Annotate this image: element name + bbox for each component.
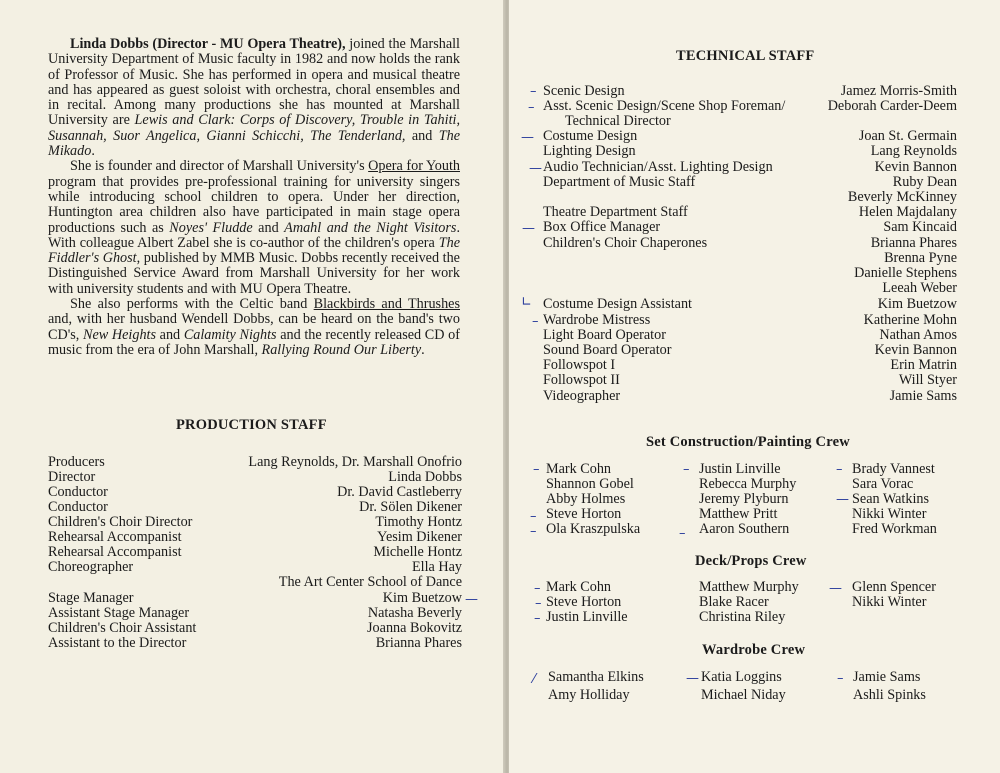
pen-tick-icon: — xyxy=(686,671,699,686)
crew-member: Mark Cohn xyxy=(546,579,612,595)
staff-name: Jamie Sams xyxy=(889,388,957,404)
crew-member: Fred Workman xyxy=(852,521,937,537)
technical-staff-row xyxy=(543,251,957,266)
staff-name: Jamez Morris-Smith xyxy=(840,83,957,99)
staff-role: Children's Choir Assistant xyxy=(48,620,197,636)
technical-staff-row xyxy=(543,190,957,205)
production-staff-row xyxy=(48,515,462,530)
crew-member: Samantha Elkins xyxy=(548,669,644,685)
staff-name: Brianna Phares xyxy=(870,235,957,251)
staff-role: Producers xyxy=(48,454,105,470)
staff-name: Dr. David Castleberry xyxy=(337,484,462,500)
crew-member: Steve Horton xyxy=(546,506,622,522)
staff-name: Lang Reynolds xyxy=(870,143,957,159)
director-bio xyxy=(48,37,460,358)
production-staff-row xyxy=(48,485,462,500)
staff-role: Scenic Design xyxy=(543,83,625,99)
crew-member: Aaron Southern xyxy=(699,521,790,537)
production-staff-row xyxy=(48,575,462,590)
crew-member: Katia Loggins xyxy=(701,669,782,685)
pen-tick-icon: — xyxy=(829,581,842,596)
technical-staff-row xyxy=(543,114,957,129)
crew-member: Ola Kraszpulska xyxy=(546,521,641,537)
pen-tick-icon: – xyxy=(535,596,542,611)
pen-tick-icon: – xyxy=(683,462,690,477)
bio-works: Lewis and Clark: Corps of Discovery, Trouble in Tahiti, Susannah, Suor Angelica, Gianni Schicchi, The Tenderland, xyxy=(48,112,460,144)
staff-role: Assistant Stage Manager xyxy=(48,605,190,621)
pen-tick-icon: ⁄ xyxy=(533,672,536,687)
staff-name: Brianna Phares xyxy=(375,635,462,651)
crew-member: Jeremy Plyburn xyxy=(699,491,789,507)
staff-name: Kevin Bannon xyxy=(874,159,957,175)
bio-paragraph-3 xyxy=(48,297,460,358)
pen-tick-icon: — xyxy=(521,130,534,145)
bio-text: and xyxy=(405,127,439,144)
pen-tick-icon: – xyxy=(530,524,537,539)
bio-text: . With colleague Albert Zabel she is co-author of the children's opera xyxy=(48,219,460,251)
bio-text: program that provides pre-professional training for university singers while introducing school children to opera. Under her direction, Huntington area children also have participated in main stage opera productions such as xyxy=(48,173,460,236)
staff-role: Children's Choir Director xyxy=(48,514,193,530)
bio-works: The Fiddler's Ghost xyxy=(48,234,460,267)
staff-role: Theatre Department Staff xyxy=(543,204,688,220)
staff-role: Followspot II xyxy=(543,372,620,388)
bio-text: and xyxy=(156,326,184,343)
production-staff-heading: PRODUCTION STAFF xyxy=(176,417,327,433)
bio-text: . xyxy=(91,143,95,160)
staff-role: Box Office Manager xyxy=(543,219,661,235)
crew-member: Shannon Gobel xyxy=(546,476,634,492)
staff-name: Sam Kincaid xyxy=(883,219,957,235)
staff-name: Joanna Bokovitz xyxy=(367,620,462,636)
production-staff-row xyxy=(48,621,462,636)
staff-name: Linda Dobbs xyxy=(388,469,462,485)
staff-name: Joan St. Germain xyxy=(858,128,957,144)
staff-name: Nathan Amos xyxy=(879,327,957,343)
crew-member: Rebecca Murphy xyxy=(699,476,797,492)
staff-name: Kim Buetzow xyxy=(382,590,462,606)
bio-text: She also performs with the Celtic band xyxy=(70,296,314,313)
staff-role: Sound Board Operator xyxy=(543,342,672,358)
bio-text: and the recently released CD of music from the era of John Marshall, xyxy=(48,326,460,358)
crew-member: Abby Holmes xyxy=(546,491,626,507)
crew-member: Sean Watkins xyxy=(852,491,930,507)
technical-staff-row xyxy=(543,389,957,404)
crew-member: Sara Vorac xyxy=(852,476,914,492)
pen-tick-icon: — xyxy=(465,592,478,607)
technical-staff-row xyxy=(543,281,957,296)
technical-staff-row xyxy=(543,84,957,99)
pen-tick-icon: — xyxy=(836,492,849,507)
technical-staff-row xyxy=(543,220,957,235)
staff-role: Choreographer xyxy=(48,559,134,575)
technical-staff-row xyxy=(543,160,957,175)
staff-role: Costume Design xyxy=(543,128,638,144)
technical-staff-row xyxy=(543,358,957,373)
bio-cd-title: Rallying Round Our Liberty xyxy=(261,341,422,358)
technical-staff-heading: TECHNICAL STAFF xyxy=(676,48,815,64)
technical-staff-row xyxy=(543,144,957,159)
staff-role: Technical Director xyxy=(565,113,671,129)
crew-member: Matthew Murphy xyxy=(699,579,799,595)
staff-role: Videographer xyxy=(543,388,621,404)
bio-works: Amahl and the Night Visitors xyxy=(284,219,457,236)
technical-staff-row xyxy=(543,129,957,144)
production-staff-row xyxy=(48,470,462,485)
bio-text: . xyxy=(421,341,425,358)
staff-name: Kim Buetzow xyxy=(877,296,957,312)
pen-tick-icon: – xyxy=(533,462,540,477)
technical-staff-row xyxy=(543,175,957,190)
pen-tick-icon: – xyxy=(534,581,541,596)
crew-member: Jamie Sams xyxy=(853,669,921,685)
pen-tick-icon: – xyxy=(530,509,537,524)
crew-member: Christina Riley xyxy=(699,609,786,625)
staff-name: Katherine Mohn xyxy=(863,312,957,328)
staff-name: Helen Majdalany xyxy=(858,204,957,220)
deck-crew-heading: Deck/Props Crew xyxy=(695,553,807,569)
pen-tick-icon: ∟ xyxy=(521,295,532,310)
bio-cd-title: Calamity Nights xyxy=(183,326,277,343)
bio-text: She is founder and director of Marshall University's xyxy=(70,158,369,175)
crew-member: Mark Cohn xyxy=(546,461,612,477)
staff-role: Lighting Design xyxy=(543,143,636,159)
crew-member: Steve Horton xyxy=(546,594,622,610)
set-crew-heading: Set Construction/Painting Crew xyxy=(646,434,850,450)
technical-staff-row xyxy=(543,343,957,358)
staff-name: Kevin Bannon xyxy=(874,342,957,358)
staff-name: Brenna Pyne xyxy=(884,250,957,266)
staff-role: Wardrobe Mistress xyxy=(543,312,651,328)
staff-name: Will Styer xyxy=(898,372,957,388)
production-staff-row xyxy=(48,606,462,621)
technical-staff-row xyxy=(543,297,957,312)
wardrobe-crew-heading: Wardrobe Crew xyxy=(702,642,806,658)
bio-paragraph-2 xyxy=(48,159,460,297)
technical-staff-row xyxy=(543,313,957,328)
technical-staff-row xyxy=(543,373,957,388)
staff-name: Erin Matrin xyxy=(890,357,957,373)
technical-staff-row xyxy=(543,205,957,220)
staff-name: The Art Center School of Dance xyxy=(278,574,462,590)
production-staff-row xyxy=(48,560,462,575)
staff-name: Ruby Dean xyxy=(892,174,957,190)
crew-member: Glenn Spencer xyxy=(852,579,936,595)
crew-member: Justin Linville xyxy=(699,461,781,477)
staff-name: Dr. Sölen Dikener xyxy=(359,499,462,515)
technical-staff-row xyxy=(543,266,957,281)
production-staff-row xyxy=(48,591,462,606)
technical-staff-row xyxy=(543,99,957,114)
staff-role: Stage Manager xyxy=(48,590,134,606)
bio-text: and xyxy=(252,219,285,236)
bio-director-name: Linda Dobbs (Director - MU Opera Theatre), xyxy=(70,36,346,52)
production-staff-row xyxy=(48,500,462,515)
staff-name: Natasha Beverly xyxy=(367,605,462,621)
staff-role: Light Board Operator xyxy=(543,327,666,343)
staff-role: Asst. Scenic Design/Scene Shop Foreman/ xyxy=(543,98,786,114)
crew-member: Blake Racer xyxy=(699,594,769,610)
bio-program-name: Opera for Youth xyxy=(368,158,460,175)
pen-tick-icon: – xyxy=(679,526,686,541)
pen-tick-icon: – xyxy=(534,611,541,626)
pen-tick-icon: — xyxy=(522,221,535,236)
staff-role: Audio Technician/Asst. Lighting Design xyxy=(543,159,773,175)
staff-name: Yesim Dikener xyxy=(377,529,462,545)
staff-role: Conductor xyxy=(48,484,108,500)
staff-role: Followspot I xyxy=(543,357,616,373)
bio-works: The Mikado xyxy=(48,127,460,160)
crew-member: Nikki Winter xyxy=(852,506,927,522)
technical-staff-row xyxy=(543,328,957,343)
staff-role: Rehearsal Accompanist xyxy=(48,544,182,560)
staff-name: Leeah Weber xyxy=(882,280,957,296)
pen-tick-icon: – xyxy=(530,84,537,99)
staff-name: Michelle Hontz xyxy=(373,544,462,560)
bio-band-name: Blackbirds and Thrushes xyxy=(313,296,460,313)
technical-staff-row xyxy=(543,236,957,251)
pen-tick-icon: – xyxy=(528,100,535,115)
pen-tick-icon: – xyxy=(837,671,844,686)
staff-role: Director xyxy=(48,469,96,485)
pen-tick-icon: — xyxy=(529,161,542,176)
crew-member: Amy Holliday xyxy=(548,687,630,703)
staff-name: Lang Reynolds, Dr. Marshall Onofrio xyxy=(248,454,462,470)
bio-cd-title: New Heights xyxy=(83,326,157,343)
staff-name: Danielle Stephens xyxy=(854,265,957,281)
bio-text: and, with her husband Wendell Dobbs, can be heard on the band's two CD's, xyxy=(48,311,460,343)
bio-works: Noyes' Fludde xyxy=(169,219,253,236)
crew-member: Nikki Winter xyxy=(852,594,927,610)
staff-role: Assistant to the Director xyxy=(48,635,187,651)
crew-member: Michael Niday xyxy=(701,687,786,703)
production-staff-row xyxy=(48,530,462,545)
crew-member: Ashli Spinks xyxy=(853,687,926,703)
staff-name: Ella Hay xyxy=(411,559,462,575)
production-staff-row xyxy=(48,545,462,560)
bio-paragraph-1 xyxy=(48,37,460,159)
staff-name: Deborah Carder-Deem xyxy=(827,98,957,114)
production-staff-row xyxy=(48,636,462,651)
production-staff-row xyxy=(48,455,462,470)
crew-member: Brady Vannest xyxy=(852,461,935,477)
bio-text: , published by MMB Music. Dobbs recently received the Distinguished Service Award from Marshall University for her work with university students and with MU Opera Theatre. xyxy=(48,250,460,297)
bio-text: joined the Marshall University Department of Music faculty in 1982 and now holds the rank of Professor of Music. She has performed in opera and musical theatre and has appeared as guest soloist with orchestra, choral ensembles and in recital. Among many productions she has mounted at Marshall University are xyxy=(48,36,461,129)
staff-role: Children's Choir Chaperones xyxy=(543,235,708,251)
staff-role: Costume Design Assistant xyxy=(543,296,692,312)
pen-tick-icon: – xyxy=(836,462,843,477)
staff-role: Conductor xyxy=(48,499,108,515)
crew-member: Matthew Pritt xyxy=(699,506,778,522)
staff-name: Beverly McKinney xyxy=(847,189,957,205)
pen-tick-icon: – xyxy=(532,314,539,329)
staff-role: Department of Music Staff xyxy=(543,174,696,190)
crew-member: Justin Linville xyxy=(546,609,628,625)
staff-name: Timothy Hontz xyxy=(375,514,462,530)
staff-role: Rehearsal Accompanist xyxy=(48,529,182,545)
